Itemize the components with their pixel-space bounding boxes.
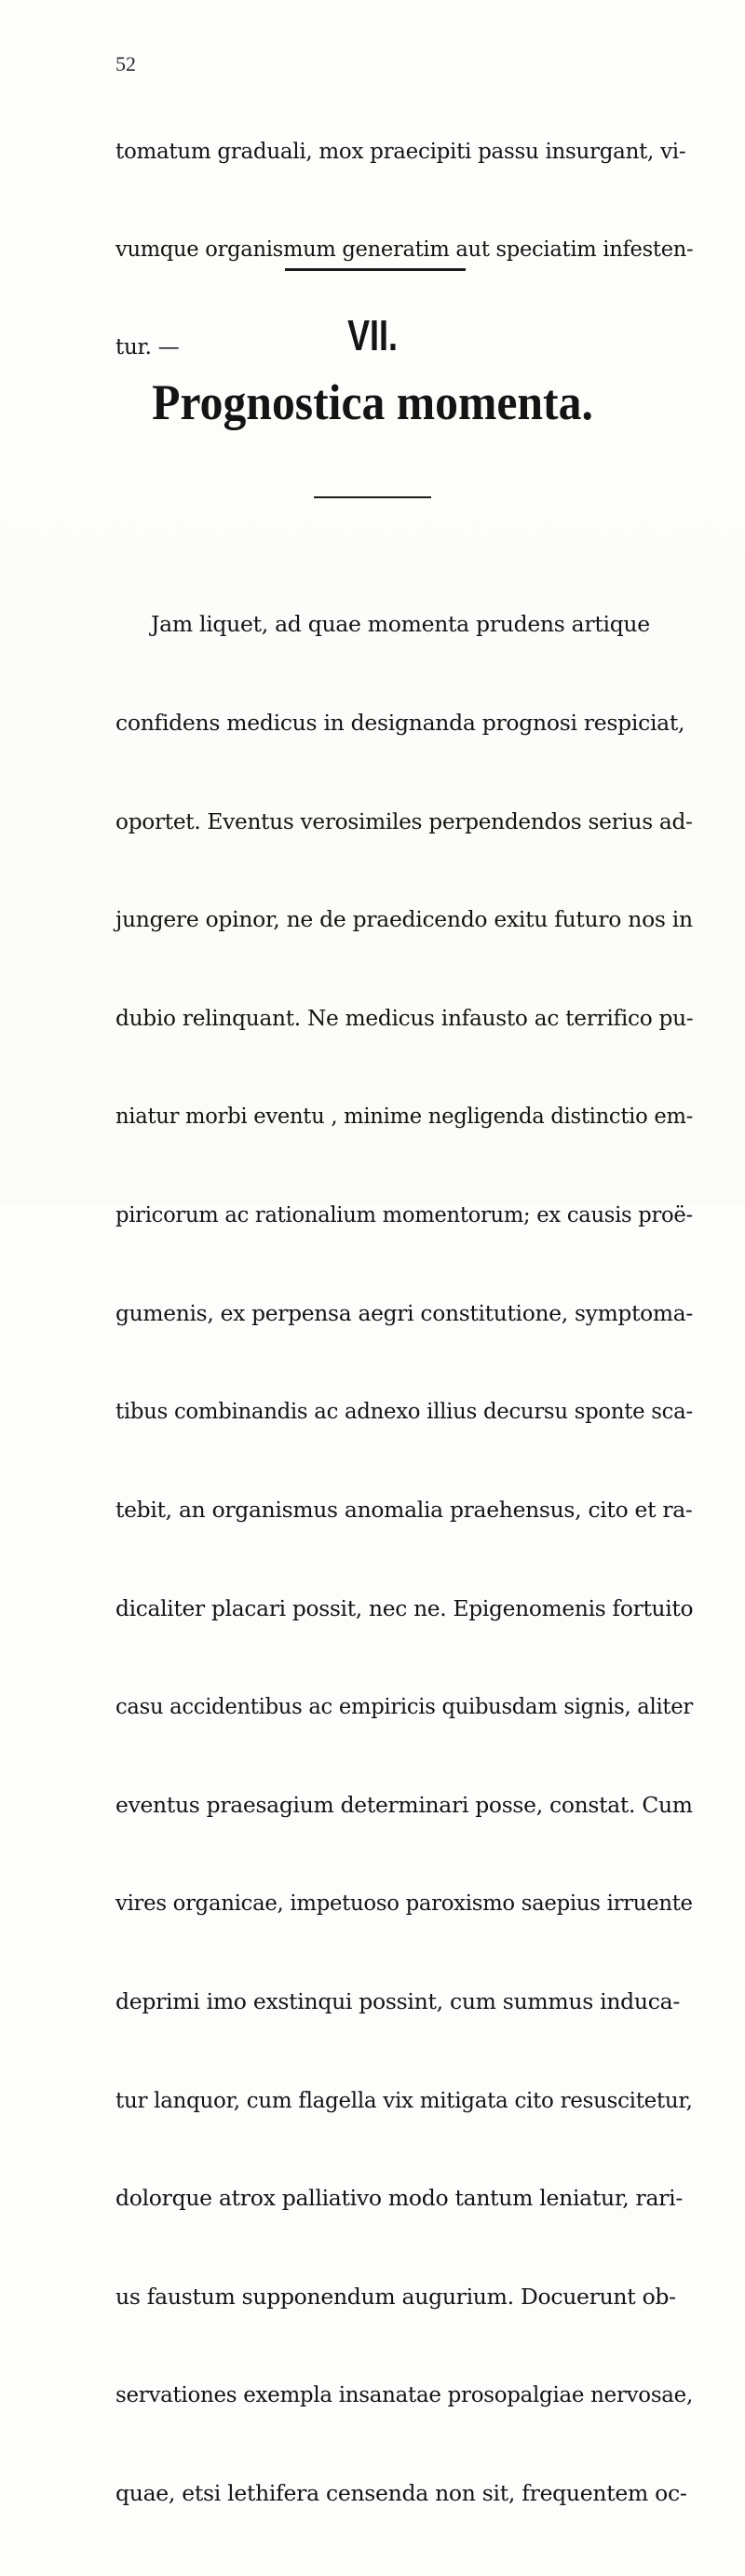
text-line: casu accidentibus ac empiricis quibusdam signis, aliter <box>115 1693 693 1720</box>
text-line: quae, etsi lethifera censenda non sit, frequentem oc- <box>115 2479 687 2506</box>
text-line: tur lanquor, cum flagella vix mitigata cito resuscitetur, <box>115 2086 693 2113</box>
bottom-divider-rule <box>314 496 431 498</box>
text-line: tibus combinandis ac adnexo illius decursu sponte sca- <box>115 1398 693 1425</box>
section-number: VII. <box>347 311 398 359</box>
page-number: 52 <box>115 52 136 75</box>
text-line: dubio relinquant. Ne medicus infausto ac terrifico pu- <box>115 1004 694 1031</box>
text-line: vumque organismum generatim aut speciatim infesten- <box>115 237 694 262</box>
text-line: dolorque atrox palliativo modo tantum leniatur, rari- <box>115 2185 683 2212</box>
text-line: Jam liquet, ad quae momenta prudens artique <box>151 611 650 638</box>
text-line: us faustum supponendum augurium. Docuerunt ob- <box>115 2283 676 2310</box>
text-line: piricorum ac rationalium momentorum; ex causis proë- <box>115 1201 693 1228</box>
body-paragraph <box>115 543 693 2576</box>
text-line: deprimi imo exstinqui possint, cum summus induca- <box>115 1987 680 2014</box>
text-line: jungere opinor, ne de praedicendo exitu futuro nos in <box>115 906 693 933</box>
text-line: eventus praesagium determinari posse, constat. Cum <box>115 1791 693 1818</box>
text-line: tomatum graduali, mox praecipiti passu insurgant, vi- <box>115 140 686 164</box>
text-line: tur. — <box>115 335 180 359</box>
text-line: tebit, an organismus anomalia praehensus, cito et ra- <box>115 1496 693 1523</box>
text-line: vires organicae, impetuoso paroxismo saepius irruente <box>115 1890 693 1917</box>
section-title: Prognostica momenta. <box>152 374 593 430</box>
text-line: confidens medicus in designanda prognosi respiciat, <box>115 710 685 737</box>
text-line: gumenis, ex perpensa aegri constitutione, symptoma- <box>115 1299 693 1326</box>
text-line: niatur morbi eventu , minime negligenda distinctio em- <box>115 1103 694 1130</box>
text-line: servationes exempla insanatae prosopalgiae nervosae, <box>115 2381 693 2408</box>
text-line: oportet. Eventus verosimiles perpendendos serius ad- <box>115 807 693 834</box>
text-line: dicaliter placari possit, nec ne. Epigenomenis fortuito <box>115 1594 694 1621</box>
top-divider-rule <box>285 268 466 271</box>
